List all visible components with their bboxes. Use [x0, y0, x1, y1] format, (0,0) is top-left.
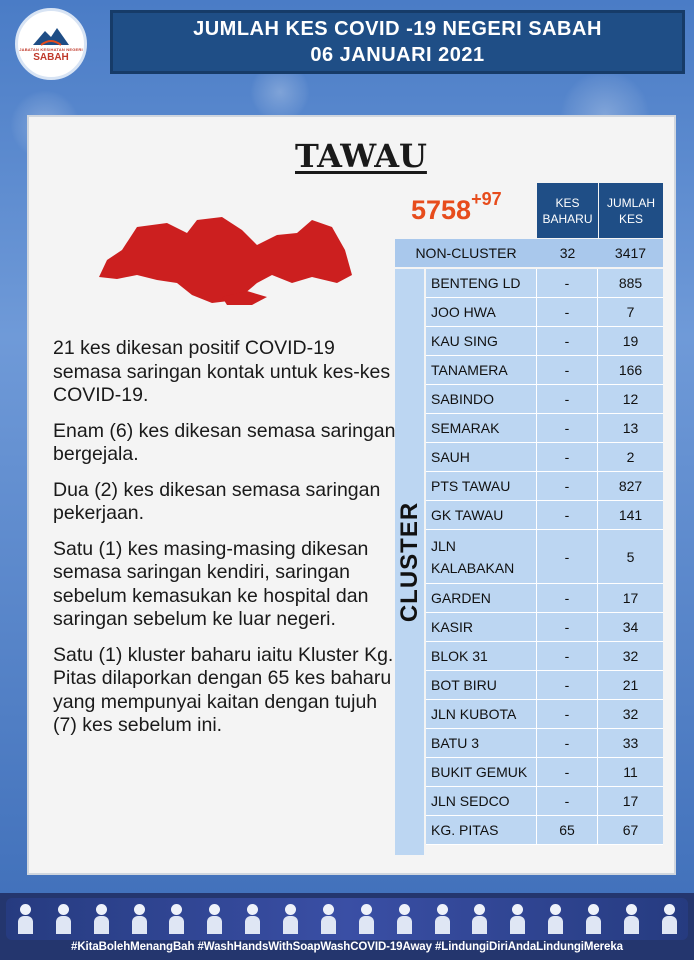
cumulative-count: 5758 — [411, 195, 472, 225]
description-paragraph: 21 kes dikesan positif COVID-19 semasa saringan kontak untuk kes-kes COVID-19. — [53, 337, 391, 406]
cluster-name: JLN KALABAKAN — [426, 530, 537, 583]
cluster-name: KASIR — [426, 613, 537, 641]
cluster-name: BENTENG LD — [426, 269, 537, 297]
cluster-total-cases: 11 — [623, 764, 638, 780]
cluster-name: GK TAWAU — [426, 501, 537, 529]
cluster-row — [426, 613, 663, 642]
cluster-new-cases: - — [537, 298, 598, 326]
cluster-name: BATU 3 — [426, 729, 537, 757]
cluster-total-cases: 7 — [626, 304, 635, 320]
description-paragraph: Enam (6) kes dikesan semasa saringan bergejala. — [53, 419, 396, 465]
cluster-total-cases: 13 — [622, 420, 639, 436]
person-icon — [169, 904, 183, 934]
person-icon — [94, 904, 108, 934]
cluster-new-cases: - — [537, 269, 598, 297]
cluster-row — [426, 327, 663, 356]
header-title: JUMLAH KES COVID -19 NEGERI SABAH — [193, 18, 602, 40]
cluster-new-cases: - — [537, 584, 598, 612]
logo-name: SABAH — [33, 52, 69, 63]
cluster-name: JLN SEDCO — [426, 787, 537, 815]
cluster-name: SAUH — [426, 443, 537, 471]
cluster-row — [426, 530, 663, 584]
cluster-new-cases: - — [537, 443, 598, 471]
person-icon — [132, 904, 146, 934]
cluster-new-cases: - — [537, 501, 598, 529]
cluster-total-cases: 12 — [622, 391, 639, 407]
cluster-row — [426, 269, 663, 298]
non-cluster-total: 3417 — [614, 245, 647, 261]
cluster-row — [426, 729, 663, 758]
cluster-name: KAU SING — [426, 327, 537, 355]
cluster-name: BUKIT GEMUK — [426, 758, 537, 786]
cluster-name: TANAMERA — [426, 356, 537, 384]
cluster-total-cases: 827 — [618, 478, 643, 494]
cluster-label: CLUSTER — [395, 501, 423, 623]
cluster-new-cases: - — [537, 414, 598, 442]
cluster-row — [426, 787, 663, 816]
footer-hashtags: #KitaBolehMenangBah #WashHandsWithSoapWashCOVID-19Away #LindungiDiriAndaLindungiMereka — [71, 941, 623, 953]
cluster-new-cases: - — [537, 613, 598, 641]
description-paragraph: Satu (1) kes masing-masing dikesan semasa saringan kendiri, saringan sebelum kemasukan ke hospital dan saringan sebelum ke luar negeri. — [53, 537, 369, 630]
header-date: 06 JANUARI 2021 — [310, 44, 485, 66]
header-total-cases: JUMLAH KES — [599, 183, 663, 238]
sabah-health-logo — [15, 8, 87, 80]
person-icon — [56, 904, 70, 934]
cluster-new-cases: 65 — [537, 816, 598, 844]
cluster-row — [426, 298, 663, 327]
person-icon — [586, 904, 600, 934]
cluster-total-cases: 17 — [622, 590, 639, 606]
cluster-total-cases: 32 — [622, 648, 639, 664]
cluster-total-cases: 19 — [622, 333, 639, 349]
person-icon — [321, 904, 335, 934]
description-paragraph: Dua (2) kes dikesan semasa saringan pekerjaan. — [53, 478, 381, 524]
cluster-new-cases: - — [537, 472, 598, 500]
non-cluster-label: NON-CLUSTER — [415, 245, 517, 261]
cluster-row — [426, 356, 663, 385]
cluster-row — [426, 501, 663, 530]
cluster-new-cases: - — [537, 729, 598, 757]
cluster-name: PTS TAWAU — [426, 472, 537, 500]
cluster-name: SABINDO — [426, 385, 537, 413]
cluster-new-cases: - — [537, 642, 598, 670]
cluster-total-cases: 5 — [626, 548, 635, 565]
header-new-cases: KES BAHARU — [537, 183, 598, 238]
cluster-name: JLN KUBOTA — [426, 700, 537, 728]
cluster-row — [426, 642, 663, 671]
cluster-new-cases: - — [537, 700, 598, 728]
cluster-total-cases: 33 — [622, 735, 639, 751]
tawau-map-icon — [97, 205, 357, 315]
cluster-new-cases: - — [537, 671, 598, 699]
cluster-row — [426, 700, 663, 729]
description-paragraph: Satu (1) kluster baharu iaitu Kluster Kg. Pitas dilaporkan dengan 65 kes baharu yang mempunyai kaitan dengan tujuh (7) kes sebelum ini. — [53, 643, 394, 736]
cluster-total-cases: 34 — [622, 619, 639, 635]
person-icon — [245, 904, 259, 934]
cluster-new-cases: - — [537, 530, 598, 583]
cluster-row — [426, 758, 663, 787]
person-icon — [548, 904, 562, 934]
cluster-total-cases: 2 — [626, 449, 635, 465]
non-cluster-row — [395, 239, 663, 267]
cluster-name: SEMARAK — [426, 414, 537, 442]
person-icon — [472, 904, 486, 934]
cluster-name: KG. PITAS — [426, 816, 537, 844]
cluster-row — [426, 584, 663, 613]
cluster-row — [426, 414, 663, 443]
person-icon — [18, 904, 32, 934]
person-icon — [397, 904, 411, 934]
mountain-icon — [31, 25, 71, 47]
cluster-name: BOT BIRU — [426, 671, 537, 699]
cluster-row — [426, 671, 663, 700]
cluster-new-cases: - — [537, 787, 598, 815]
cluster-name: GARDEN — [426, 584, 537, 612]
main-panel — [27, 115, 676, 875]
cumulative-total — [411, 189, 502, 226]
frontliner-strip — [6, 898, 688, 940]
cluster-total-cases: 21 — [622, 677, 639, 693]
logo-tagline: JABATAN KESIHATAN NEGERI — [19, 47, 83, 52]
cluster-total-cases: 17 — [622, 793, 639, 809]
case-description — [53, 337, 403, 750]
cluster-side-label — [395, 269, 424, 855]
cluster-total-cases: 32 — [622, 706, 639, 722]
cluster-total-cases: 885 — [618, 275, 643, 291]
cluster-row — [426, 385, 663, 414]
new-case-count: +97 — [471, 189, 502, 209]
cluster-row — [426, 472, 663, 501]
person-icon — [662, 904, 676, 934]
cluster-name: JOO HWA — [426, 298, 537, 326]
person-icon — [359, 904, 373, 934]
district-title: TAWAU — [295, 137, 427, 175]
cluster-total-cases: 67 — [622, 822, 639, 838]
person-icon — [283, 904, 297, 934]
non-cluster-new: 32 — [559, 245, 576, 261]
cluster-row — [426, 816, 663, 845]
page-header — [110, 10, 685, 74]
cluster-total-cases: 141 — [618, 507, 643, 523]
cluster-new-cases: - — [537, 356, 598, 384]
person-icon — [624, 904, 638, 934]
cluster-total-cases: 166 — [618, 362, 643, 378]
person-icon — [510, 904, 524, 934]
cluster-new-cases: - — [537, 758, 598, 786]
cluster-name: BLOK 31 — [426, 642, 537, 670]
cluster-table — [426, 269, 663, 845]
person-icon — [207, 904, 221, 934]
cluster-new-cases: - — [537, 385, 598, 413]
cluster-new-cases: - — [537, 327, 598, 355]
cluster-row — [426, 443, 663, 472]
person-icon — [435, 904, 449, 934]
